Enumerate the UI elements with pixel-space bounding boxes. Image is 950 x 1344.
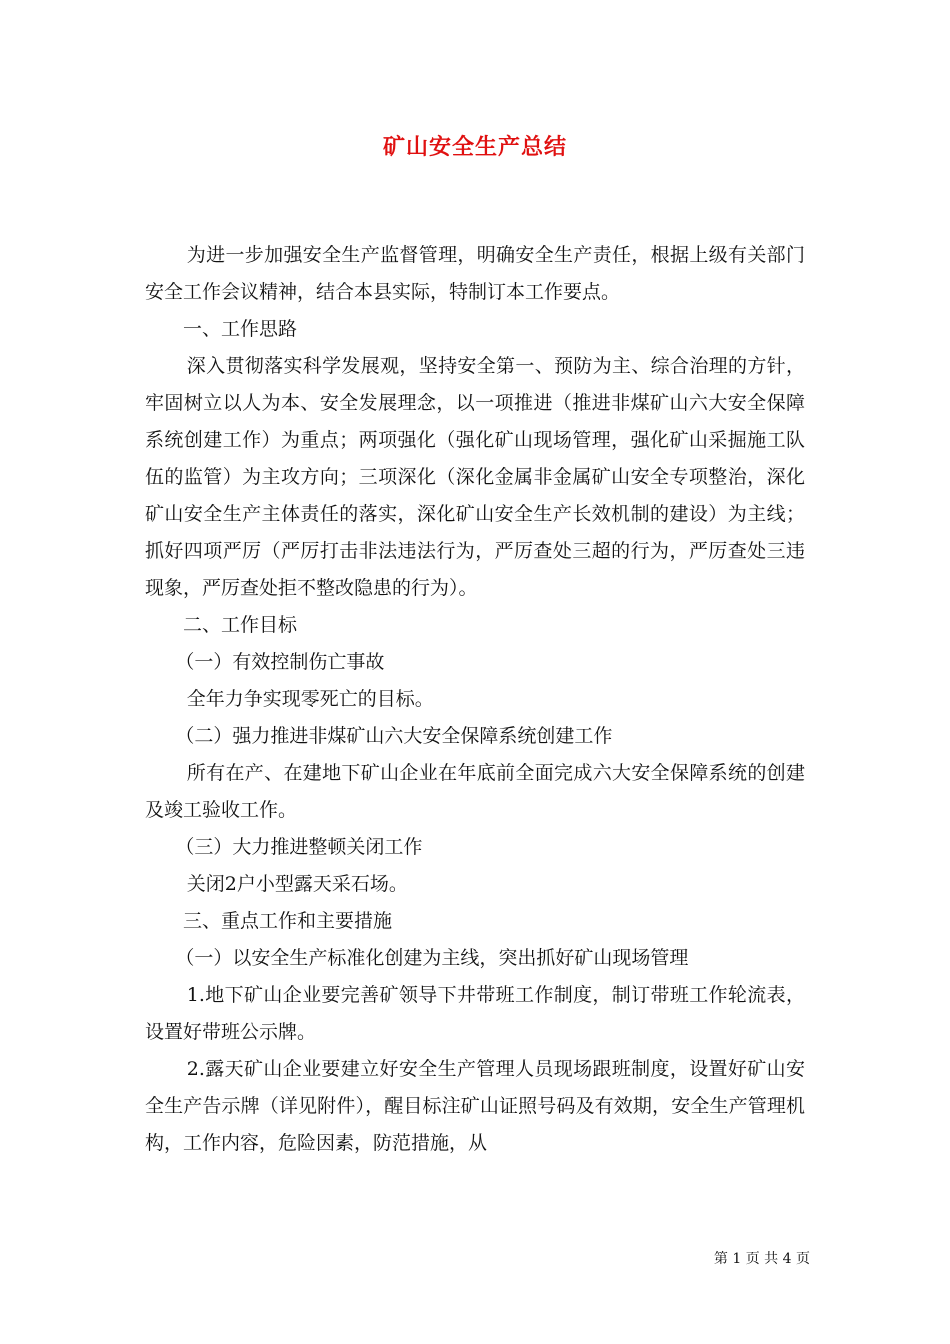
document-title: 矿山安全生产总结 <box>382 134 567 160</box>
document-body <box>145 237 805 1162</box>
body-paragraph: 深入贯彻落实科学发展观，坚持安全第一、预防为主、综合治理的方针，牢固树立以人为本、安全发展理念，以一项推进（推进非煤矿山六大安全保障系统创建工作）为重点；两项强化（强化矿山现场管理，强化矿山采掘施工队伍的监管）为主攻方向；三项深化（深化金属非金属矿山安全专项整治，深化矿山安全生产主体责任的落实，深化矿山安全生产长效机制的建设）为主线；抓好四项严厉（严厉打击非法违法行为，严厉查处三超的行为，严厉查处三违现象，严厉查处拒不整改隐患的行为）。 <box>145 355 805 599</box>
body-paragraph: 1.地下矿山企业要完善矿领导下井带班工作制度，制订带班工作轮流表，设置好带班公示牌。 <box>145 984 805 1043</box>
body-paragraph: 全年力争实现零死亡的目标。 <box>186 688 434 710</box>
body-paragraph: 为进一步加强安全生产监督管理，明确安全生产责任，根据上级有关部门安全工作会议精神，结合本县实际，特制订本工作要点。 <box>145 244 805 303</box>
body-paragraph: 所有在产、在建地下矿山企业在年底前全面完成六大安全保障系统的创建及竣工验收工作。 <box>145 762 805 821</box>
body-paragraph: 关闭2户小型露天采石场。 <box>186 873 408 895</box>
section-heading: 二、工作目标 <box>183 614 298 636</box>
section-heading: （二）强力推进非煤矿山六大安全保障系统创建工作 <box>175 725 613 747</box>
body-paragraph: 2.露天矿山企业要建立好安全生产管理人员现场跟班制度，设置好矿山安全生产告示牌（详见附件），醒目标注矿山证照号码及有效期，安全生产管理机构，工作内容，危险因素，防范措施，从 <box>145 1058 805 1154</box>
section-heading: （一）有效控制伤亡事故 <box>175 651 385 673</box>
section-heading: 一、工作思路 <box>183 318 298 340</box>
page-number-footer: 第 1 页 共 4 页 <box>713 1251 810 1267</box>
section-heading: 三、重点工作和主要措施 <box>183 910 393 932</box>
section-heading: （三）大力推进整顿关闭工作 <box>175 836 423 858</box>
section-heading: （一）以安全生产标准化创建为主线，突出抓好矿山现场管理 <box>175 947 689 969</box>
